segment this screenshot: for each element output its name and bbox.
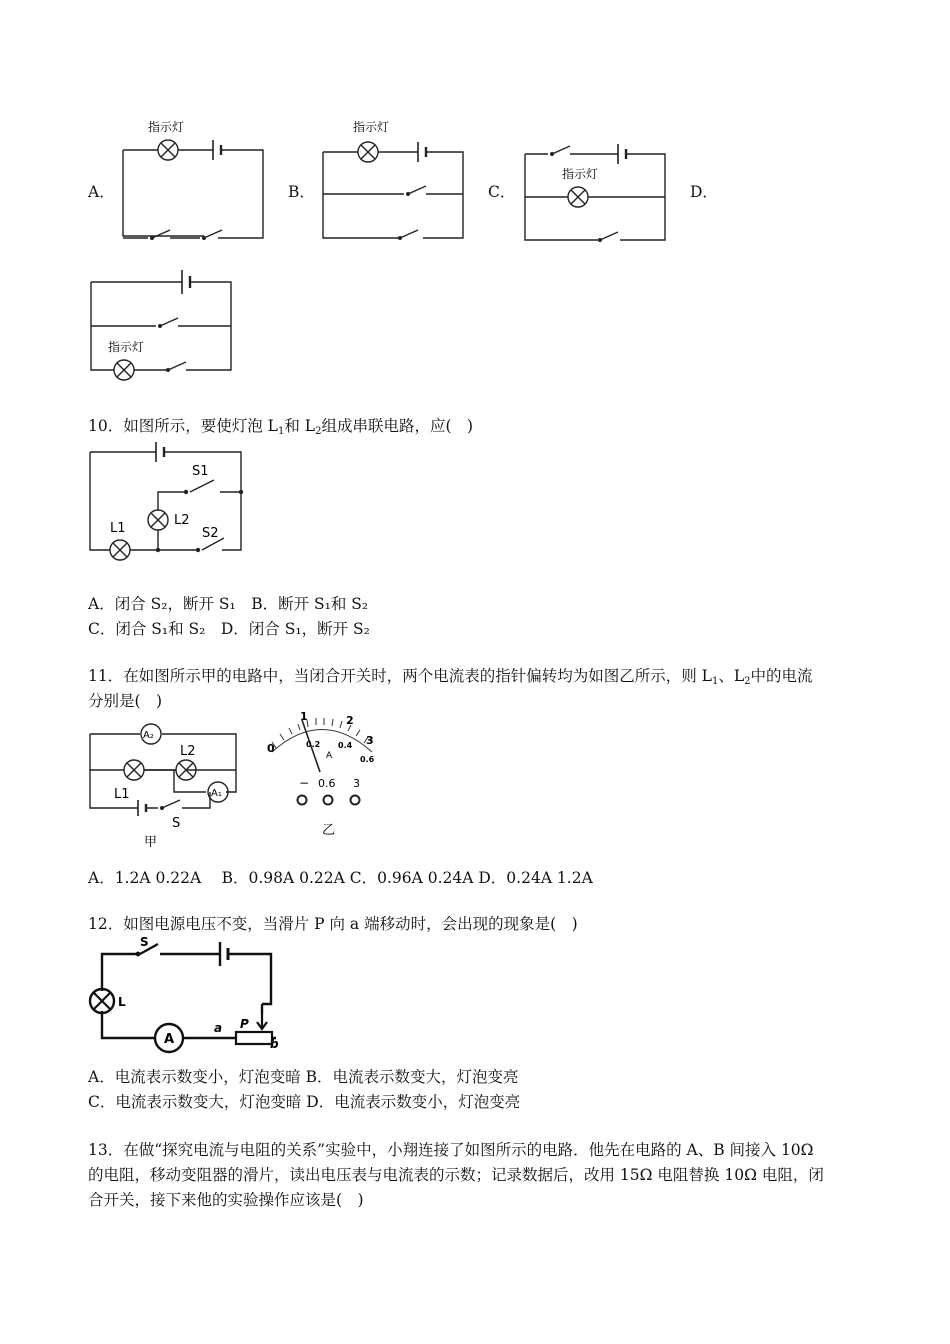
q9-option-c-label: C．: [488, 183, 516, 201]
yi-label: 乙: [322, 823, 336, 838]
circuit-d-figure: [86, 262, 236, 382]
scale-0: 0: [267, 742, 275, 755]
scale-3: 3: [366, 734, 374, 747]
lamp-label: 指示灯: [353, 120, 390, 134]
q11-stem-line-2: 分别是( ): [88, 692, 163, 710]
circuit-a-figure: [118, 118, 268, 243]
meter-unit: A: [326, 751, 333, 761]
a1-label: A₁: [211, 788, 222, 799]
q11-stem-line-1: 11．在如图所示甲的电路中，当闭合开关时，两个电流表的指针偏转均为如图乙所示，则 $L_1$、$L_2$中的电流: [88, 667, 813, 687]
circuit-c-figure: [520, 140, 670, 245]
s-label: S: [172, 816, 181, 831]
terminal-0-6: 0.6: [318, 777, 336, 790]
circuit-b-figure: [318, 118, 468, 243]
q12-circuit-figure: [86, 936, 286, 1056]
q11-ammeter-yi-figure: [262, 712, 382, 842]
small-0-2: 0.2: [306, 740, 321, 749]
terminal-minus: −: [299, 776, 310, 790]
s1-label: S1: [192, 464, 209, 479]
switch-icon: [323, 186, 463, 194]
scale-1: 1: [300, 710, 308, 723]
l-label: L: [118, 995, 126, 1009]
q13-stem-line-1: 13．在做“探究电流与电阻的关系”实验中，小翔连接了如图所示的电路．他先在电路的 A、B 间接入 10Ω: [88, 1141, 814, 1159]
q9-option-b-label: B．: [288, 183, 315, 201]
q9-option-a-label: A．: [88, 183, 115, 201]
s-label: S: [140, 935, 149, 949]
a2-label: A₂: [143, 730, 154, 741]
q12-options-row-2: C．电流表示数变大，灯泡变暗 D．电流表示数变小，灯泡变亮: [88, 1093, 521, 1111]
small-0-6: 0.6: [360, 755, 375, 764]
scale-2: 2: [346, 714, 354, 727]
switch-icon: [600, 232, 618, 240]
l1-label: L1: [114, 787, 130, 802]
q9-option-d-label: D．: [690, 183, 718, 201]
q11-circuit-jia-figure: [86, 722, 241, 852]
q11-options: A．1.2A 0.22A B．0.98A 0.22A C．0.96A 0.24A D．0.24A 1.2A: [88, 869, 593, 887]
small-0-4: 0.4: [338, 741, 353, 750]
lamp-label: 指示灯: [148, 120, 185, 134]
lamp-label: 指示灯: [562, 167, 599, 181]
a-end-label: a: [214, 1021, 223, 1035]
jia-label: 甲: [144, 835, 158, 850]
q12-options-row-1: A．电流表示数变小，灯泡变暗 B．电流表示数变大，灯泡变亮: [88, 1068, 519, 1086]
q13-stem-line-2: 的电阻，移动变阻器的滑片，读出电压表与电流表的示数；记录数据后，改用 15Ω 电阻替换 10Ω 电阻，闭: [88, 1166, 824, 1184]
lamp-label: 指示灯: [108, 340, 145, 354]
q12-stem: 12．如图电源电压不变，当滑片 P 向 a 端移动时，会出现的现象是( ): [88, 915, 578, 933]
rheostat-icon: [236, 1032, 272, 1044]
p-label: P: [240, 1017, 249, 1031]
q10-options-row-1: A．闭合 S₂，断开 S₁ B．断开 S₁和 S₂: [88, 595, 369, 613]
l1-label: L1: [110, 521, 126, 536]
terminal-3: 3: [353, 777, 360, 790]
q10-circuit-figure: [86, 442, 251, 567]
l2-label: L2: [174, 513, 190, 528]
ammeter-label: A: [164, 1032, 175, 1047]
switch-icon: [123, 230, 222, 238]
q13-stem-line-3: 合开关，接下来他的实验操作应该是( ): [88, 1191, 364, 1209]
q10-options-row-2: C．闭合 S₁和 S₂ D．闭合 S₁，断开 S₂: [88, 620, 370, 638]
q10-stem: 10．如图所示，要使灯泡 $L_1$和 $L_2$组成串联电路，应( ): [88, 417, 474, 437]
b-end-label: b: [270, 1037, 279, 1051]
l2-label: L2: [180, 744, 196, 759]
s2-label: S2: [202, 526, 219, 541]
